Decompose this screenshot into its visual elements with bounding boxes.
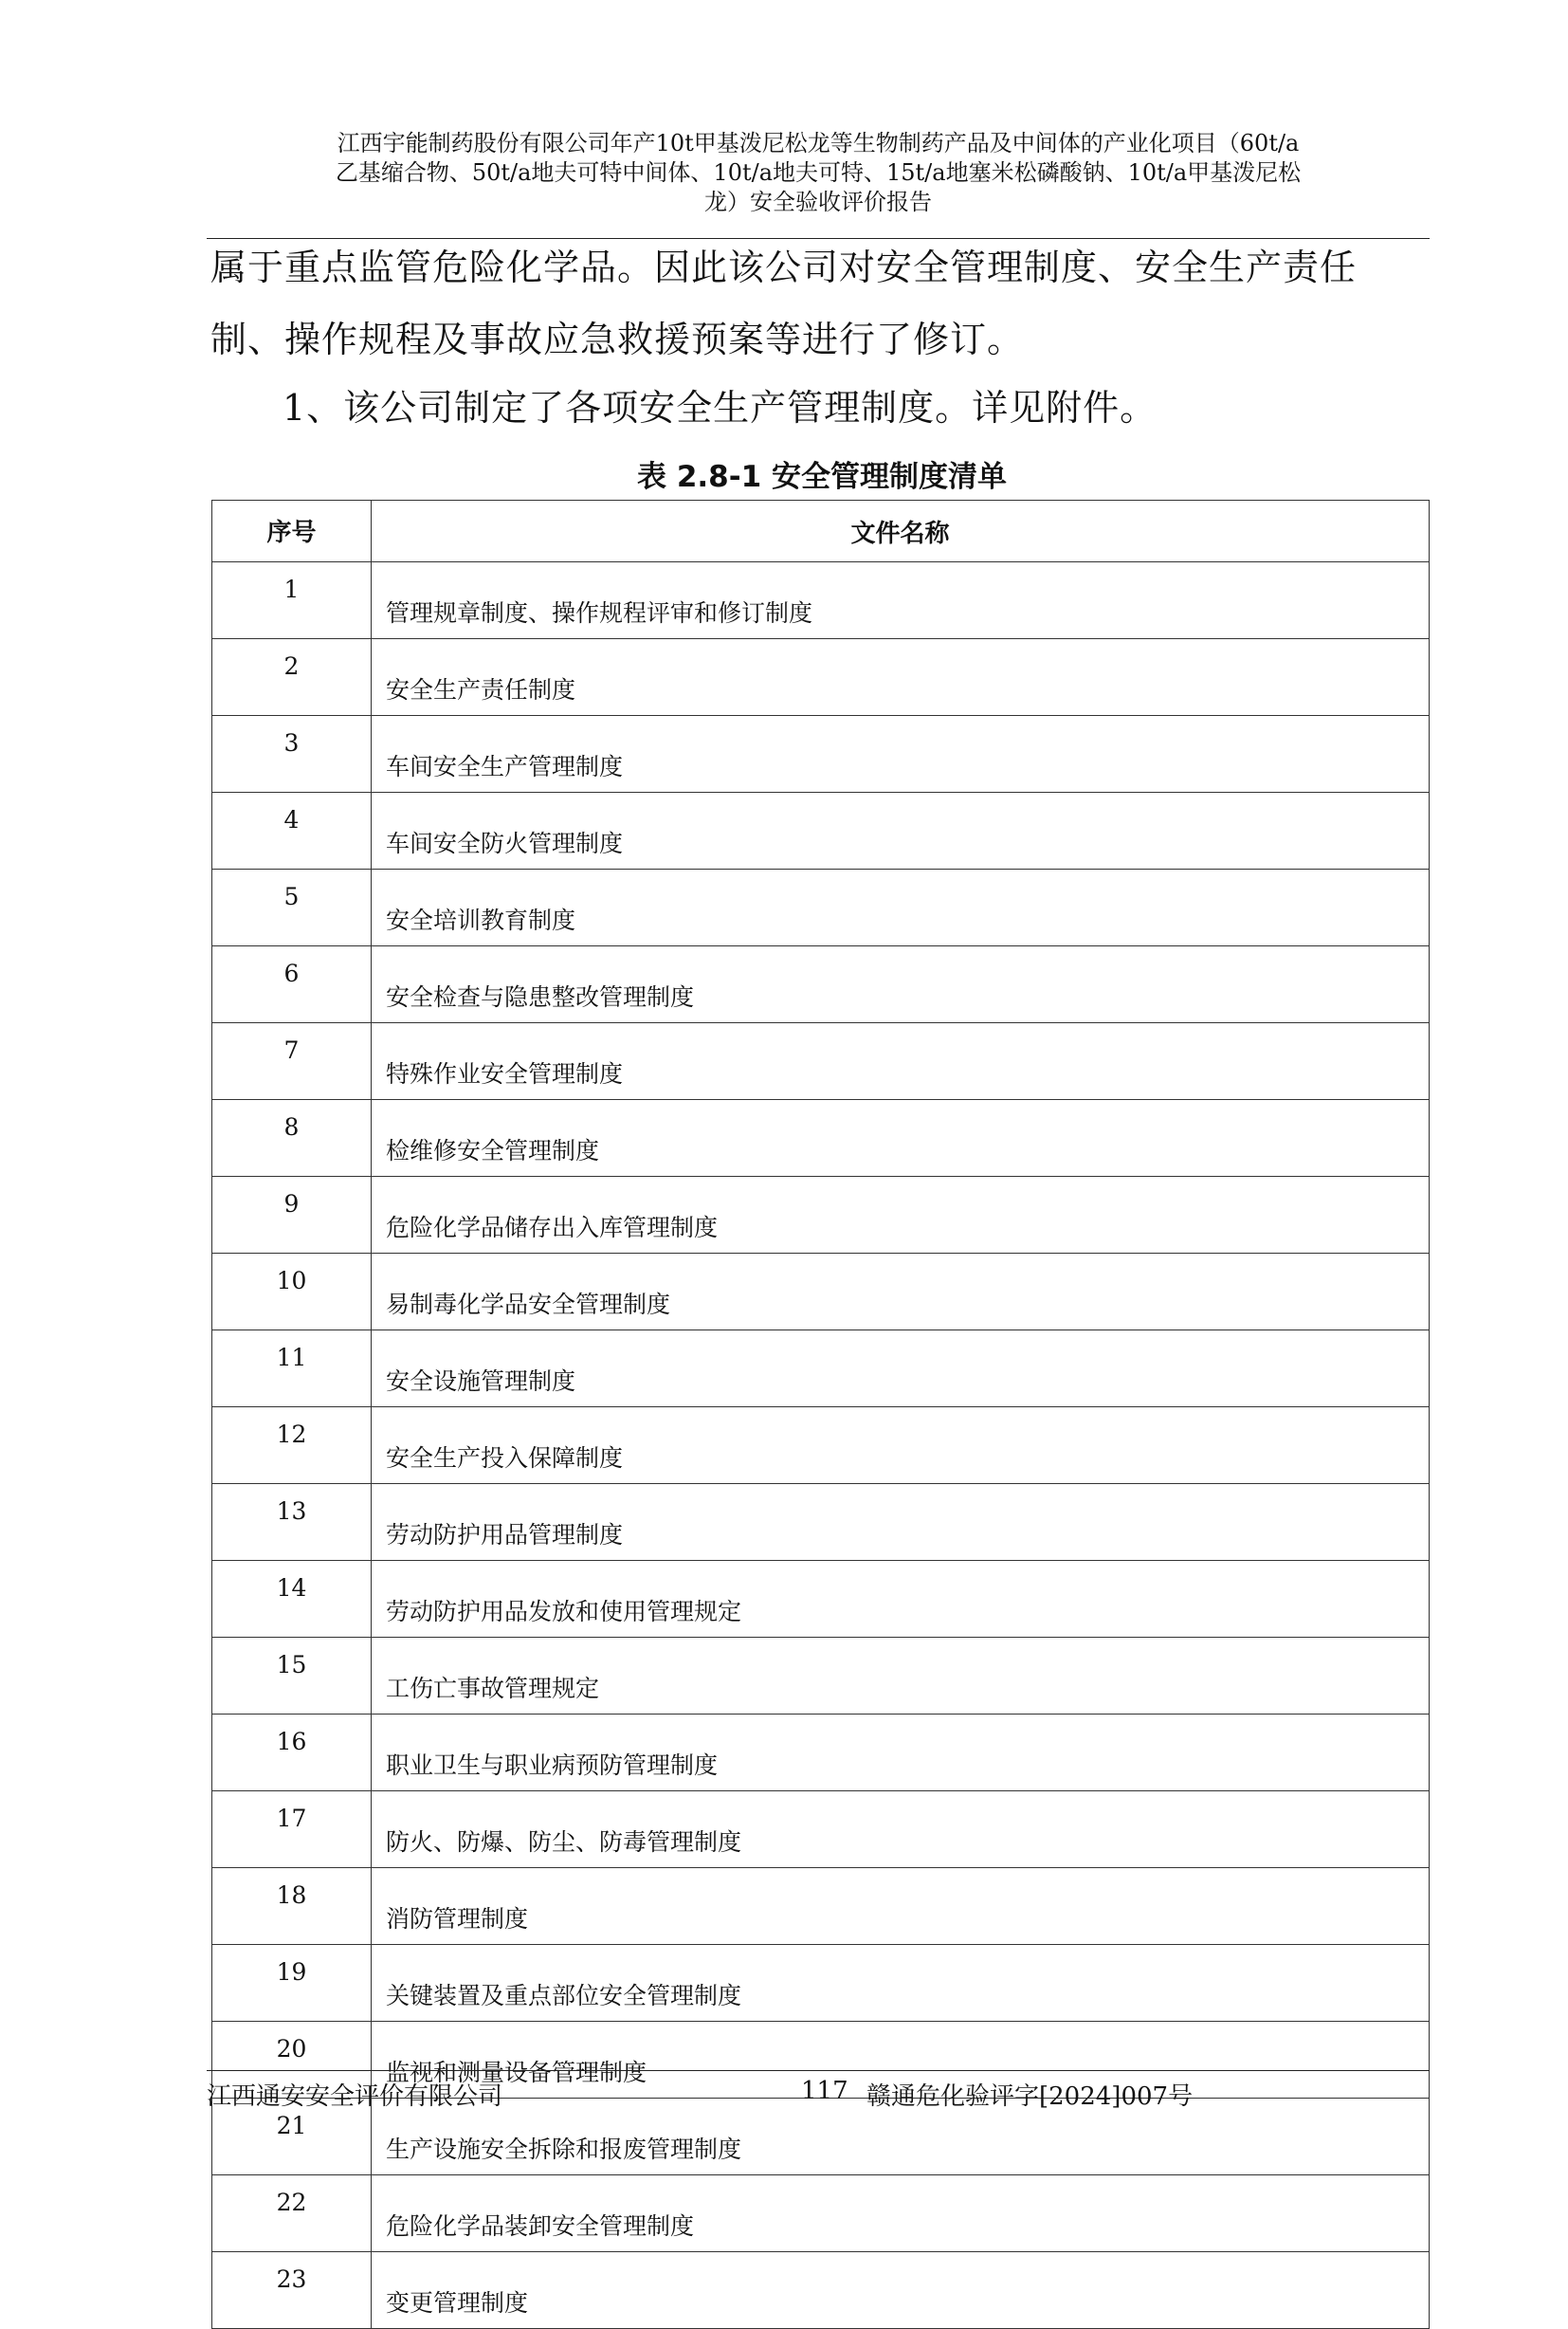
report-header	[207, 129, 1430, 217]
row-file-name: 消防管理制度	[372, 1868, 1430, 1945]
row-serial-number: 19	[212, 1945, 372, 2022]
row-serial-number: 3	[212, 716, 372, 793]
table-row	[212, 793, 1430, 870]
row-serial-number: 14	[212, 1561, 372, 1638]
row-serial-number: 23	[212, 2252, 372, 2329]
row-file-name: 安全检查与隐患整改管理制度	[372, 946, 1430, 1023]
table-row	[212, 716, 1430, 793]
row-serial-number: 20	[212, 2022, 372, 2099]
row-file-name: 生产设施安全拆除和报废管理制度	[372, 2099, 1430, 2175]
row-serial-number: 11	[212, 1330, 372, 1407]
table-row	[212, 1868, 1430, 1945]
header-line-1: 江西宇能制药股份有限公司年产10t甲基泼尼松龙等生物制药产品及中间体的产业化项目（60t/a	[337, 130, 1300, 156]
table-row	[212, 562, 1430, 639]
row-serial-number: 1	[212, 562, 372, 639]
row-file-name: 工伤亡事故管理规定	[372, 1638, 1430, 1715]
row-file-name: 关键装置及重点部位安全管理制度	[372, 1945, 1430, 2022]
row-file-name: 车间安全生产管理制度	[372, 716, 1430, 793]
table-row	[212, 1177, 1430, 1254]
row-file-name: 危险化学品储存出入库管理制度	[372, 1177, 1430, 1254]
table-row	[212, 946, 1430, 1023]
row-serial-number: 7	[212, 1023, 372, 1100]
paragraph-1-line-2: 制、操作规程及事故应急救援预案等进行了修订。	[210, 319, 1025, 360]
table-header-row	[212, 501, 1430, 562]
row-file-name: 车间安全防火管理制度	[372, 793, 1430, 870]
row-file-name: 特殊作业安全管理制度	[372, 1023, 1430, 1100]
table-row	[212, 1330, 1430, 1407]
row-serial-number: 9	[212, 1177, 372, 1254]
row-file-name: 管理规章制度、操作规程评审和修订制度	[372, 562, 1430, 639]
table-row	[212, 1484, 1430, 1561]
row-file-name: 变更管理制度	[372, 2252, 1430, 2329]
row-serial-number: 16	[212, 1715, 372, 1791]
row-serial-number: 12	[212, 1407, 372, 1484]
row-serial-number: 10	[212, 1254, 372, 1330]
row-file-name: 检维修安全管理制度	[372, 1100, 1430, 1177]
row-file-name: 安全生产投入保障制度	[372, 1407, 1430, 1484]
table-row	[212, 1638, 1430, 1715]
header-file-name: 文件名称	[372, 501, 1430, 562]
row-serial-number: 22	[212, 2175, 372, 2252]
body-paragraph-1	[210, 231, 1433, 376]
row-serial-number: 6	[212, 946, 372, 1023]
table-row	[212, 1023, 1430, 1100]
table-row	[212, 2252, 1430, 2329]
report-code: 赣通危化验评字[2024]007号	[866, 2082, 1194, 2111]
header-line-2: 乙基缩合物、50t/a地夫可特中间体、10t/a地夫可特、15t/a地塞米松磷酸钠、10t/a甲基泼尼松	[335, 159, 1302, 186]
row-file-name: 安全生产责任制度	[372, 639, 1430, 716]
header-serial-number: 序号	[212, 501, 372, 562]
footer-divider	[207, 2070, 1430, 2071]
table-row	[212, 1407, 1430, 1484]
row-serial-number: 4	[212, 793, 372, 870]
footer-company: 江西通安安全评价有限公司	[207, 2082, 503, 2111]
row-serial-number: 15	[212, 1638, 372, 1715]
row-serial-number: 5	[212, 870, 372, 946]
table-body	[212, 562, 1430, 2329]
regulations-table	[211, 500, 1430, 2329]
paragraph-1-line-1: 属于重点监管危险化学品。因此该公司对安全管理制度、安全生产责任	[210, 247, 1358, 288]
row-file-name: 劳动防护用品发放和使用管理规定	[372, 1561, 1430, 1638]
row-file-name: 易制毒化学品安全管理制度	[372, 1254, 1430, 1330]
table-row	[212, 1791, 1430, 1868]
row-serial-number: 13	[212, 1484, 372, 1561]
table-row	[212, 2175, 1430, 2252]
header-line-3: 龙）安全验收评价报告	[704, 189, 932, 215]
page-number: 117	[801, 2077, 848, 2105]
table-caption: 表 2.8-1 安全管理制度清单	[637, 460, 1007, 494]
row-file-name: 职业卫生与职业病预防管理制度	[372, 1715, 1430, 1791]
row-file-name: 劳动防护用品管理制度	[372, 1484, 1430, 1561]
table-row	[212, 1254, 1430, 1330]
row-serial-number: 18	[212, 1868, 372, 1945]
body-paragraph-2: 1、该公司制定了各项安全生产管理制度。详见附件。	[283, 387, 1158, 429]
table-row	[212, 1945, 1430, 2022]
table-row	[212, 639, 1430, 716]
table-row	[212, 1715, 1430, 1791]
table-row	[212, 870, 1430, 946]
row-serial-number: 8	[212, 1100, 372, 1177]
table-row	[212, 1561, 1430, 1638]
row-file-name: 安全培训教育制度	[372, 870, 1430, 946]
table-row	[212, 1100, 1430, 1177]
row-serial-number: 17	[212, 1791, 372, 1868]
row-file-name: 危险化学品装卸安全管理制度	[372, 2175, 1430, 2252]
row-serial-number: 2	[212, 639, 372, 716]
row-serial-number: 21	[212, 2099, 372, 2175]
row-file-name: 防火、防爆、防尘、防毒管理制度	[372, 1791, 1430, 1868]
row-file-name: 监视和测量设备管理制度	[372, 2022, 1430, 2099]
row-file-name: 安全设施管理制度	[372, 1330, 1430, 1407]
